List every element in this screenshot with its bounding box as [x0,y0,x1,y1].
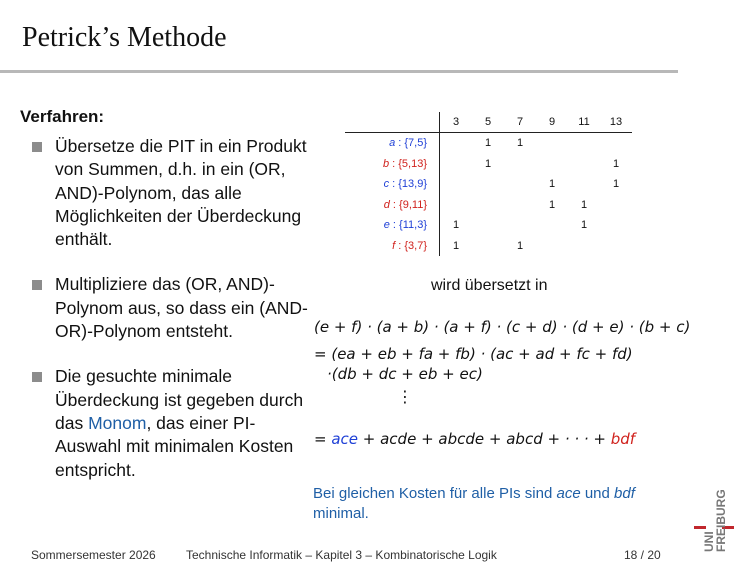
note-text: Bei gleichen Kosten für alle PIs sind [313,485,557,502]
coverage-cell [568,133,600,154]
coverage-cell [568,154,600,175]
pi-separator: : [395,239,405,252]
conclusion-note [313,484,643,524]
pi-minterm-set: {5,13} [398,157,427,170]
logo-freiburg-text: FREIBURG [714,489,728,552]
section-label: Verfahren: [20,107,105,126]
table-row [345,174,632,195]
coverage-cell [440,133,473,154]
pi-separator: : [395,137,405,150]
pi-minterm-set: {11,3} [399,219,427,232]
pi-variable: e [383,219,390,232]
bullet-text: Übersetze die PIT in ein Produkt von Summen, d.h. in ein (OR, AND)-Polynom, das alle Möglichkeiten der Überdeckung enthält. [55,136,307,250]
coverage-cell: 1 [484,157,492,170]
column-header: 7 [504,112,536,133]
coverage-cell [504,174,536,195]
pi-variable: c [383,178,390,191]
coverage-cell [472,215,504,236]
coverage-cell [600,215,632,236]
column-header: 3 [440,112,473,133]
bullet-text-before: Die gesuchte minimale Überdeckung ist gegeben durch das [55,366,304,433]
pi-variable: d [383,198,390,211]
coverage-cell [600,195,632,216]
bullet-text-after: , das einer PI-Auswahl mit minimalen Kosten entspricht. [55,412,294,480]
coverage-cell: 1 [612,178,620,191]
coverage-cell: 1 [548,178,556,191]
table-header-row [345,112,632,133]
coverage-cell: 1 [516,137,524,150]
table-row [345,195,632,216]
prime-implicant-label [345,154,440,175]
coverage-cell [440,195,473,216]
coverage-cell: 1 [452,219,460,232]
prime-implicant-label [345,195,440,216]
translated-label: wird übersetzt in [431,277,548,294]
pi-separator: : [389,178,399,191]
vertical-ellipsis: ⋮ [397,389,413,406]
bullet-square-icon [32,142,42,152]
note-ace: ace [556,485,581,502]
pi-minterm-set: {13,9} [398,178,427,191]
column-header: 5 [472,112,504,133]
coverage-cell [440,154,473,175]
formula-middle: + acde + abcde + abcd + · · · + [358,430,611,448]
coverage-cell [472,195,504,216]
pi-minterm-set: {9,11} [399,198,427,211]
bullet-text: Multipliziere das (OR, AND)-Polynom aus, so dass ein (AND-OR)-Polynom entsteht. [55,274,308,342]
coverage-cell [600,133,632,154]
column-header: 13 [600,112,632,133]
bullet-list [30,135,310,504]
formula-prefix: = [314,430,332,448]
university-logo [694,482,734,554]
coverage-cell [536,133,568,154]
coverage-cell: 1 [580,219,588,232]
formula-line-3: ·(db + dc + eb + ec) [327,365,483,383]
bullet-square-icon [32,372,42,382]
column-header: 9 [536,112,568,133]
coverage-cell [536,154,568,175]
pi-minterm-set: {3,7} [404,239,427,252]
monom-ace: ace [331,430,359,448]
formula-line-1: (e + f) · (a + b) · (a + f) · (c + d) · (d + e) · (b + c) [314,318,691,336]
formula-line-4 [314,430,635,448]
coverage-cell [440,174,473,195]
coverage-cell: 1 [452,239,460,252]
bullet-item-3 [30,365,310,481]
prime-implicant-label [345,215,440,236]
table-row [345,236,632,257]
prime-implicant-table [345,112,632,256]
logo-uni-text: UNI [702,531,716,552]
coverage-cell: 1 [612,157,620,170]
coverage-cell [536,215,568,236]
table-row [345,154,632,175]
coverage-cell [504,154,536,175]
coverage-cell [504,215,536,236]
bullet-item-2 [30,273,310,343]
note-text: minimal. [313,505,369,522]
slide-title: Petrick’s Methode [22,22,227,53]
coverage-cell [568,236,600,257]
coverage-cell [568,174,600,195]
prime-implicant-label [345,236,440,257]
table-corner [345,112,440,133]
footer-semester: Sommersemester 2026 [31,548,156,562]
monom-bdf: bdf [610,430,636,448]
monom-highlight: Monom [88,412,147,433]
pi-separator: : [389,219,400,232]
note-text: und [580,485,615,502]
footer-course: Technische Informatik – Kapitel 3 – Kombinatorische Logik [186,548,497,562]
coverage-cell: 1 [516,239,524,252]
formula-line-2: = (ea + eb + fa + fb) · (ac + ad + fc + fd) [314,345,633,363]
coverage-cell: 1 [548,198,556,211]
title-divider [0,70,678,73]
table-row [345,133,632,154]
coverage-cell [600,236,632,257]
footer-page-number: 18 / 20 [624,548,661,562]
column-header: 11 [568,112,600,133]
coverage-cell [504,195,536,216]
logo-accent-bar [694,526,706,529]
pi-variable: a [389,137,396,150]
pi-variable: b [382,157,390,170]
pi-minterm-set: {7,5} [404,137,427,150]
pi-separator: : [389,198,400,211]
pi-separator: : [389,157,399,170]
pi-variable: f [392,239,396,252]
coverage-cell [536,236,568,257]
bullet-item-1 [30,135,310,251]
prime-implicant-label [345,174,440,195]
coverage-cell: 1 [484,137,492,150]
bullet-square-icon [32,280,42,290]
table-row [345,215,632,236]
coverage-cell: 1 [580,198,588,211]
coverage-cell [472,236,504,257]
coverage-cell [472,174,504,195]
prime-implicant-label [345,133,440,154]
table-body [345,133,632,257]
note-bdf: bdf [614,485,635,502]
